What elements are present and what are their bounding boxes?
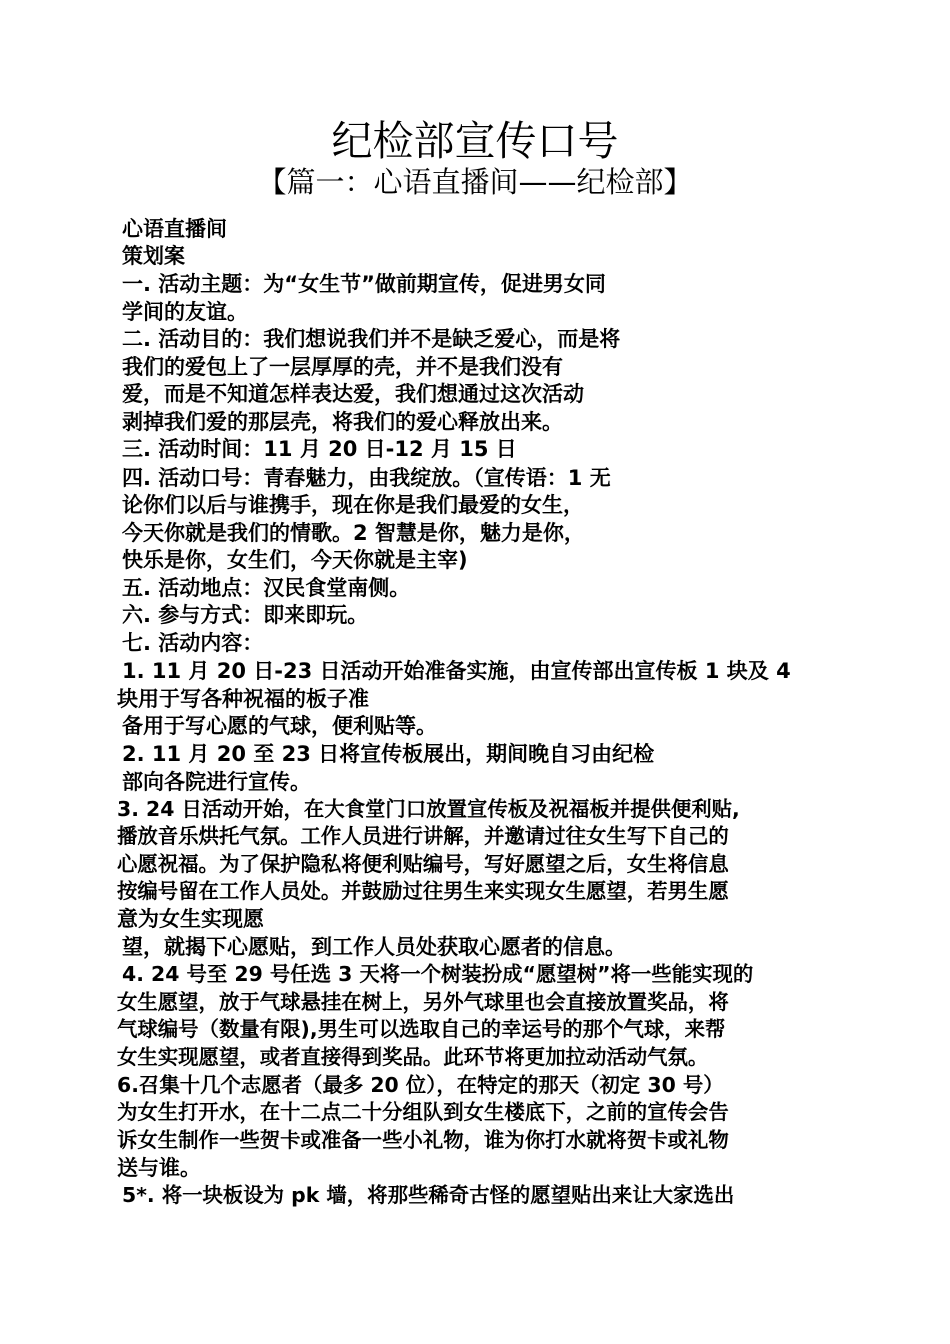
body-line: 女生实现愿望，或者直接得到奖品。此环节将更加拉动活动气氛。 (117, 1045, 709, 1069)
body-line: 3. 24 日活动开始，在大食堂门口放置宣传板及祝福板并提供便利贴, (117, 797, 740, 821)
body-line: 为女生打开水，在十二点二十分组队到女生楼底下，之前的宣传会告 (117, 1100, 729, 1124)
body-line: 意为女生实现愿 (117, 907, 264, 931)
body-line: 我们的爱包上了一层厚厚的壳，并不是我们没有 (122, 355, 563, 379)
body-line: 6.召集十几个志愿者（最多 20 位），在特定的那天（初定 30 号） (117, 1073, 724, 1097)
body-line: 5*. 将一块板设为 pk 墙，将那些稀奇古怪的愿望贴出来让大家选出 (122, 1183, 735, 1207)
body-line: 四. 活动口号：青春魅力，由我绽放。（宣传语：1 无 (122, 466, 611, 490)
body-line: 三. 活动时间：11 月 20 日-12 月 15 日 (122, 437, 517, 461)
body-line: 心愿祝福。为了保护隐私将便利贴编号，写好愿望之后，女生将信息 (117, 852, 729, 876)
body-line: 女生愿望，放于气球悬挂在树上，另外气球里也会直接放置奖品，将 (117, 990, 729, 1014)
body-line: 诉女生制作一些贺卡或准备一些小礼物，谁为你打水就将贺卡或礼物 (117, 1128, 729, 1152)
body-line: 块用于写各种祝福的板子准 (117, 687, 369, 711)
body-line: 望，就揭下心愿贴，到工作人员处获取心愿者的信息。 (122, 935, 626, 959)
body-line: 送与谁。 (117, 1156, 201, 1180)
body-line: 播放音乐烘托气氛。工作人员进行讲解，并邀请过往女生写下自己的 (117, 824, 729, 848)
body-line: 七. 活动内容： (122, 631, 264, 655)
body-line: 爱，而是不知道怎样表达爱，我们想通过这次活动 (122, 382, 584, 406)
body-line: 学间的友谊。 (122, 300, 248, 324)
body-line: 一. 活动主题：为“女生节”做前期宣传，促进男女同 (122, 272, 606, 296)
body-line: 二. 活动目的：我们想说我们并不是缺乏爱心，而是将 (122, 327, 621, 351)
body-line: 备用于写心愿的气球，便利贴等。 (122, 714, 437, 738)
body-line: 今天你就是我们的情歌。2 智慧是你，魅力是你， (122, 521, 585, 545)
body-line: 策划案 (122, 244, 185, 268)
body-line: 六. 参与方式：即来即玩。 (122, 603, 369, 627)
body-line: 气球编号（数量有限),男生可以选取自己的幸运号的那个气球，来帮 (117, 1017, 726, 1041)
document-subtitle: 【篇一：心语直播间——纪检部】 (257, 165, 693, 199)
document-title: 纪检部宣传口号 (331, 117, 619, 165)
body-line: 4. 24 号至 29 号任选 3 天将一个树装扮成“愿望树”将一些能实现的 (122, 962, 754, 986)
body-line: 剥掉我们爱的那层壳，将我们的爱心释放出来。 (122, 410, 563, 434)
body-line: 1. 11 月 20 日-23 日活动开始准备实施，由宣传部出宣传板 1 块及 4 (122, 659, 791, 683)
body-line: 五. 活动地点：汉民食堂南侧。 (122, 576, 411, 600)
body-line: 心语直播间 (122, 217, 227, 241)
body-line: 部向各院进行宣传。 (122, 770, 311, 794)
body-line: 论你们以后与谁携手，现在你是我们最爱的女生， (122, 493, 584, 517)
body-line: 按编号留在工作人员处。并鼓励过往男生来实现女生愿望，若男生愿 (117, 879, 729, 903)
body-line: 2. 11 月 20 至 23 日将宣传板展出，期间晚自习由纪检 (122, 742, 655, 766)
body-line: 快乐是你，女生们，今天你就是主宰) (122, 548, 468, 572)
